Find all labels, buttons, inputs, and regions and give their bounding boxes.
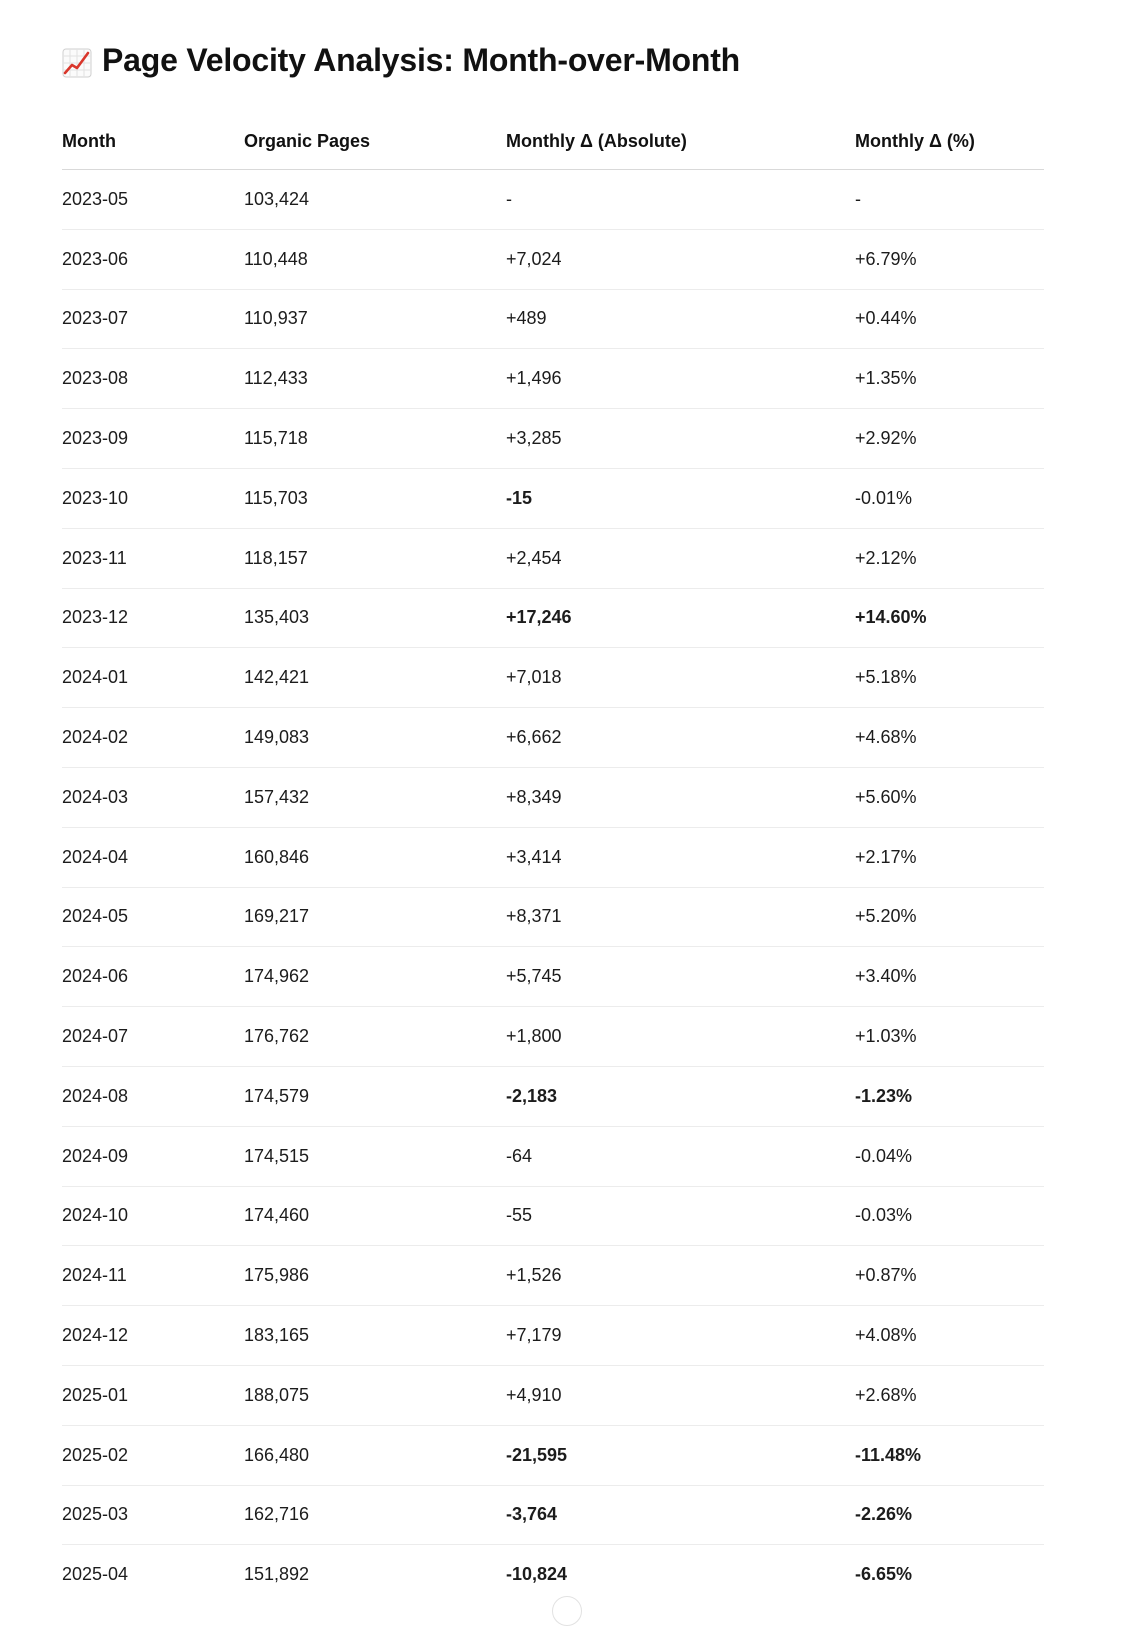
cell-organic-pages: 149,083 xyxy=(244,708,506,768)
cell-delta-percent: +4.68% xyxy=(855,708,1044,768)
cell-organic-pages: 115,718 xyxy=(244,409,506,469)
document-page xyxy=(62,0,1044,1604)
table-row xyxy=(62,1186,1044,1246)
cell-month: 2023-10 xyxy=(62,468,244,528)
cell-month: 2023-06 xyxy=(62,229,244,289)
table-row xyxy=(62,827,1044,887)
chart-increasing-icon xyxy=(62,45,92,75)
cell-month: 2023-07 xyxy=(62,289,244,349)
cell-delta-percent: +2.68% xyxy=(855,1365,1044,1425)
cell-organic-pages: 176,762 xyxy=(244,1007,506,1067)
table-row xyxy=(62,1007,1044,1067)
cell-organic-pages: 110,937 xyxy=(244,289,506,349)
cell-delta-percent: +2.12% xyxy=(855,528,1044,588)
cell-organic-pages: 142,421 xyxy=(244,648,506,708)
cell-month: 2025-02 xyxy=(62,1425,244,1485)
cell-delta-percent: -0.04% xyxy=(855,1126,1044,1186)
cell-delta-absolute: +5,745 xyxy=(506,947,855,1007)
cell-organic-pages: 135,403 xyxy=(244,588,506,648)
table-row xyxy=(62,409,1044,469)
cell-delta-absolute: +4,910 xyxy=(506,1365,855,1425)
cell-delta-percent: +5.60% xyxy=(855,767,1044,827)
cell-organic-pages: 103,424 xyxy=(244,170,506,230)
cell-delta-absolute: -64 xyxy=(506,1126,855,1186)
cell-month: 2024-06 xyxy=(62,947,244,1007)
cell-delta-percent: - xyxy=(855,170,1044,230)
page-title-text: Page Velocity Analysis: Month-over-Month xyxy=(102,42,741,78)
table-row xyxy=(62,468,1044,528)
cell-delta-absolute: -21,595 xyxy=(506,1425,855,1485)
table-row xyxy=(62,1425,1044,1485)
table-row xyxy=(62,1365,1044,1425)
cell-organic-pages: 110,448 xyxy=(244,229,506,289)
cell-month: 2023-11 xyxy=(62,528,244,588)
cell-month: 2023-08 xyxy=(62,349,244,409)
table-row xyxy=(62,1246,1044,1306)
cell-delta-absolute: - xyxy=(506,170,855,230)
cell-delta-percent: +0.87% xyxy=(855,1246,1044,1306)
cell-organic-pages: 174,579 xyxy=(244,1066,506,1126)
cell-delta-absolute: -55 xyxy=(506,1186,855,1246)
header-month: Month xyxy=(62,114,244,170)
cell-organic-pages: 160,846 xyxy=(244,827,506,887)
cell-delta-percent: +5.18% xyxy=(855,648,1044,708)
table-row xyxy=(62,229,1044,289)
cell-organic-pages: 115,703 xyxy=(244,468,506,528)
cell-delta-absolute: +17,246 xyxy=(506,588,855,648)
cell-organic-pages: 175,986 xyxy=(244,1246,506,1306)
cell-month: 2024-11 xyxy=(62,1246,244,1306)
cell-month: 2023-05 xyxy=(62,170,244,230)
cell-month: 2024-08 xyxy=(62,1066,244,1126)
cell-delta-absolute: +1,496 xyxy=(506,349,855,409)
cell-delta-percent: +3.40% xyxy=(855,947,1044,1007)
cell-delta-absolute: -2,183 xyxy=(506,1066,855,1126)
cell-delta-percent: +1.35% xyxy=(855,349,1044,409)
cell-delta-percent: +14.60% xyxy=(855,588,1044,648)
table-row xyxy=(62,528,1044,588)
cell-delta-absolute: +7,024 xyxy=(506,229,855,289)
cell-delta-percent: +6.79% xyxy=(855,229,1044,289)
cell-organic-pages: 151,892 xyxy=(244,1564,310,1585)
cell-delta-percent: -11.48% xyxy=(855,1425,1044,1485)
cell-month: 2024-04 xyxy=(62,827,244,887)
table-row xyxy=(62,887,1044,947)
cell-month: 2025-03 xyxy=(62,1485,244,1545)
table-row xyxy=(62,588,1044,648)
table-body xyxy=(62,170,1044,1605)
cell-delta-percent: +2.17% xyxy=(855,827,1044,887)
cell-organic-pages: 118,157 xyxy=(244,528,506,588)
cell-month: 2024-12 xyxy=(62,1306,244,1366)
cell-delta-percent: -1.23% xyxy=(855,1066,1044,1126)
table-header-row xyxy=(62,114,1044,170)
cell-month: 2024-02 xyxy=(62,708,244,768)
cell-organic-pages: 169,217 xyxy=(244,887,506,947)
table-row xyxy=(62,289,1044,349)
table-row xyxy=(62,1306,1044,1366)
table-row xyxy=(62,170,1044,230)
cell-delta-percent: +5.20% xyxy=(855,887,1044,947)
cell-delta-absolute: +1,800 xyxy=(506,1007,855,1067)
cell-organic-pages: 166,480 xyxy=(244,1425,506,1485)
table-row xyxy=(62,708,1044,768)
cell-month: 2024-03 xyxy=(62,767,244,827)
cell-delta-percent: +4.08% xyxy=(855,1306,1044,1366)
cell-delta-absolute: +3,285 xyxy=(506,409,855,469)
velocity-table xyxy=(62,114,1044,1604)
cell-delta-absolute: +8,349 xyxy=(506,767,855,827)
cell-month: 2025-04 xyxy=(62,1564,129,1585)
header-organic-pages: Organic Pages xyxy=(244,114,506,170)
cell-month: 2024-05 xyxy=(62,887,244,947)
scroll-down-button[interactable] xyxy=(552,1596,582,1626)
cell-month: 2024-09 xyxy=(62,1126,244,1186)
cell-month: 2023-09 xyxy=(62,409,244,469)
cell-delta-percent: -2.26% xyxy=(855,1485,1044,1545)
cell-delta-absolute: +6,662 xyxy=(506,708,855,768)
cell-organic-pages: 157,432 xyxy=(244,767,506,827)
table-row xyxy=(62,349,1044,409)
table-row xyxy=(62,1545,1044,1604)
cell-month: 2024-01 xyxy=(62,648,244,708)
cell-delta-absolute: -15 xyxy=(506,468,855,528)
cell-organic-pages: 162,716 xyxy=(244,1485,506,1545)
table-row xyxy=(62,648,1044,708)
table-row xyxy=(62,1485,1044,1545)
cell-organic-pages: 112,433 xyxy=(244,349,506,409)
table-row xyxy=(62,947,1044,1007)
cell-delta-absolute: +7,018 xyxy=(506,648,855,708)
table-row xyxy=(62,1066,1044,1126)
cell-organic-pages: 174,515 xyxy=(244,1126,506,1186)
cell-month: 2023-12 xyxy=(62,588,244,648)
cell-month: 2024-07 xyxy=(62,1007,244,1067)
header-monthly-delta-absolute: Monthly Δ (Absolute) xyxy=(506,114,855,170)
cell-delta-absolute: +3,414 xyxy=(506,827,855,887)
cell-month: 2025-01 xyxy=(62,1365,244,1425)
cell-delta-absolute: -10,824 xyxy=(506,1564,568,1585)
cell-organic-pages: 183,165 xyxy=(244,1306,506,1366)
cell-delta-percent: +2.92% xyxy=(855,409,1044,469)
cell-delta-percent: -0.01% xyxy=(855,468,1044,528)
cell-delta-percent: +0.44% xyxy=(855,289,1044,349)
cell-delta-absolute: +489 xyxy=(506,289,855,349)
cell-delta-absolute: +2,454 xyxy=(506,528,855,588)
cell-delta-percent: +1.03% xyxy=(855,1007,1044,1067)
cell-delta-absolute: +7,179 xyxy=(506,1306,855,1366)
cell-delta-absolute: -3,764 xyxy=(506,1485,855,1545)
cell-delta-percent: -6.65% xyxy=(855,1564,913,1585)
cell-organic-pages: 188,075 xyxy=(244,1365,506,1425)
table-row xyxy=(62,1126,1044,1186)
cell-delta-absolute: +1,526 xyxy=(506,1246,855,1306)
header-monthly-delta-percent: Monthly Δ (%) xyxy=(855,114,1044,170)
cell-delta-absolute: +8,371 xyxy=(506,887,855,947)
cell-organic-pages: 174,460 xyxy=(244,1186,506,1246)
page-title xyxy=(62,0,1044,82)
cell-month: 2024-10 xyxy=(62,1186,244,1246)
cell-delta-percent: -0.03% xyxy=(855,1186,1044,1246)
table-row xyxy=(62,767,1044,827)
cell-organic-pages: 174,962 xyxy=(244,947,506,1007)
